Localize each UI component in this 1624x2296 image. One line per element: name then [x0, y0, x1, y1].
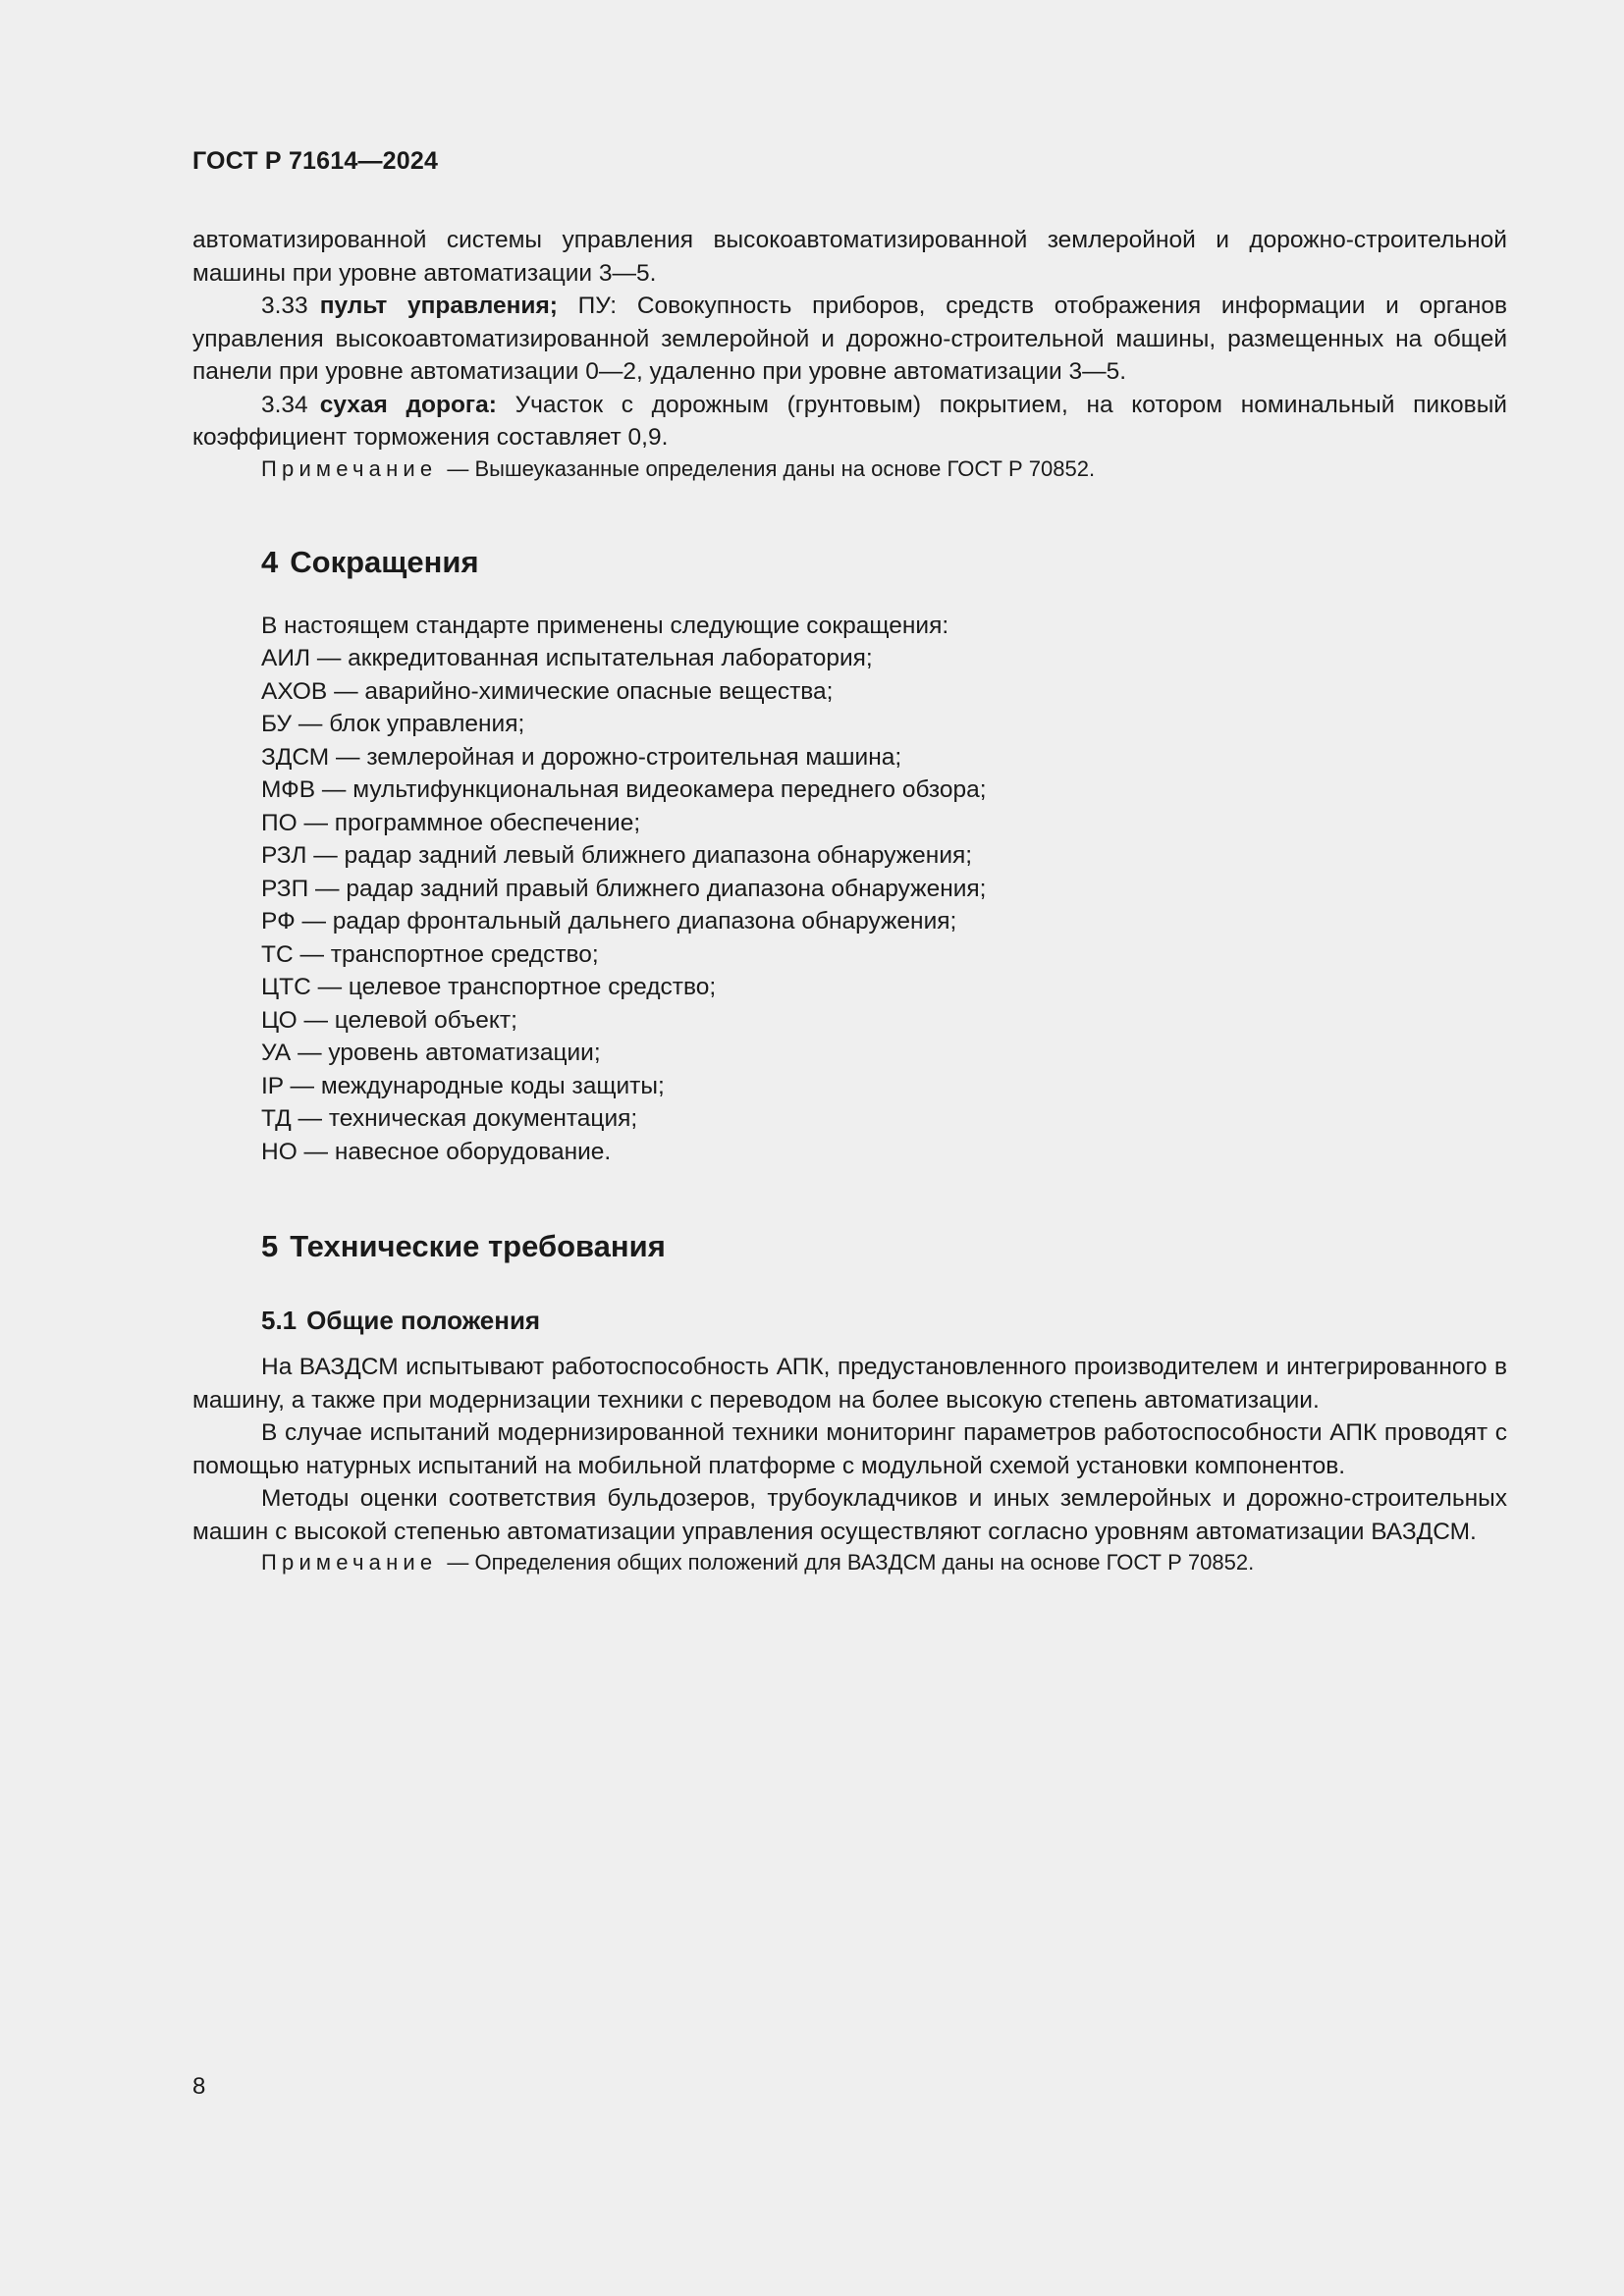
section-4-heading — [261, 543, 1507, 582]
definition-3-33 — [192, 290, 1507, 389]
note-text: — Определения общих положений для ВАЗДСМ даны на основе ГОСТ Р 70852. — [447, 1550, 1255, 1575]
abbreviation-item: РЗЛ — радар задний левый ближнего диапазона обнаружения; — [261, 842, 973, 869]
abbreviation-item: ТД — техническая документация; — [261, 1105, 638, 1132]
subsection-number: 5.1 — [261, 1306, 298, 1335]
abbreviation-item: ЗДСМ — землеройная и дорожно-строительная машина; — [261, 743, 902, 771]
section-number: 4 — [261, 544, 279, 579]
definition-number: 3.33 — [261, 293, 308, 319]
abbreviation-item: АИЛ — аккредитованная испытательная лаборатория; — [261, 645, 873, 671]
section-number: 5 — [261, 1229, 279, 1263]
abbreviation-item: РЗП — радар задний правый ближнего диапазона обнаружения; — [261, 875, 987, 902]
section-title: Сокращения — [290, 544, 479, 579]
body-paragraph: Методы оценки соответствия бульдозеров, трубоукладчиков и иных землеройных и дорожно-строительных машин с высокой степенью автоматизации управления осуществляют согласно уровням автоматизации ВАЗДСМ. — [192, 1485, 1507, 1545]
definition-text: ПУ: Совокупность приборов, средств отображения информации и органов управления высокоавтоматизированной землеройной и дорожно-строительной машины, размещенных на общей панели при уровне автоматизации 0—2, удаленно при уровне автоматизации 3—5. — [192, 293, 1507, 385]
note-label: Примечание — [261, 1550, 438, 1575]
section-5-heading — [261, 1227, 1507, 1266]
definition-term: пульт управления; — [319, 293, 558, 319]
note-general-provisions — [192, 1548, 1507, 1577]
abbreviation-item: НО — навесное оборудование. — [261, 1138, 612, 1165]
abbreviations-intro: В настоящем стандарте применены следующие сокращения: — [261, 612, 949, 639]
definition-number: 3.34 — [261, 391, 308, 418]
abbreviation-item: БУ — блок управления; — [261, 711, 525, 737]
abbreviation-item: МФВ — мультифункциональная видеокамера переднего обзора; — [261, 776, 987, 803]
subsection-5-1-heading — [261, 1304, 1507, 1337]
abbreviation-item: РФ — радар фронтальный дальнего диапазона обнаружения; — [261, 908, 957, 934]
note-label: Примечание — [261, 455, 438, 481]
definition-3-34 — [192, 389, 1507, 454]
definition-term: сухая дорога: — [319, 391, 497, 418]
page-content — [192, 224, 1507, 1577]
abbreviations-list — [192, 642, 1507, 1168]
abbreviation-item: ТС — транспортное средство; — [261, 940, 599, 968]
abbreviation-item: УА — уровень автоматизации; — [261, 1040, 601, 1066]
abbreviation-item: ЦТС — целевое транспортное средство; — [261, 974, 717, 1000]
document-code: ГОСТ Р 71614—2024 — [192, 147, 439, 175]
abbreviation-item: IP — международные коды защиты; — [261, 1072, 665, 1099]
note-definitions — [192, 454, 1507, 484]
page-number: 8 — [192, 2073, 206, 2100]
subsection-title: Общие положения — [306, 1306, 541, 1335]
abbreviation-item: ПО — программное обеспечение; — [261, 809, 641, 836]
abbreviation-item: ЦО — целевой объект; — [261, 1006, 517, 1034]
section-title: Технические требования — [290, 1229, 666, 1263]
body-paragraph: В случае испытаний модернизированной техники мониторинг параметров работоспособности АПК проводят с помощью натурных испытаний на мобильной платформе с модульной схемой установки компонентов. — [192, 1419, 1507, 1479]
note-text: — Вышеуказанные определения даны на основе ГОСТ Р 70852. — [447, 455, 1096, 481]
continuation-paragraph: автоматизированной системы управления высокоавтоматизированной землеройной и дорожно-строительной машины при уровне автоматизации 3—5. — [192, 227, 1507, 287]
body-paragraph: На ВАЗДСМ испытывают работоспособность АПК, предустановленного производителем и интегрированного в машину, а также при модернизации техники с переводом на более высокую степень автоматизации. — [192, 1354, 1507, 1414]
definition-text: Участок с дорожным (грунтовым) покрытием, на котором номинальный пиковый коэффициент торможения составляет 0,9. — [192, 391, 1507, 451]
abbreviation-item: АХОВ — аварийно-химические опасные вещества; — [261, 677, 834, 705]
